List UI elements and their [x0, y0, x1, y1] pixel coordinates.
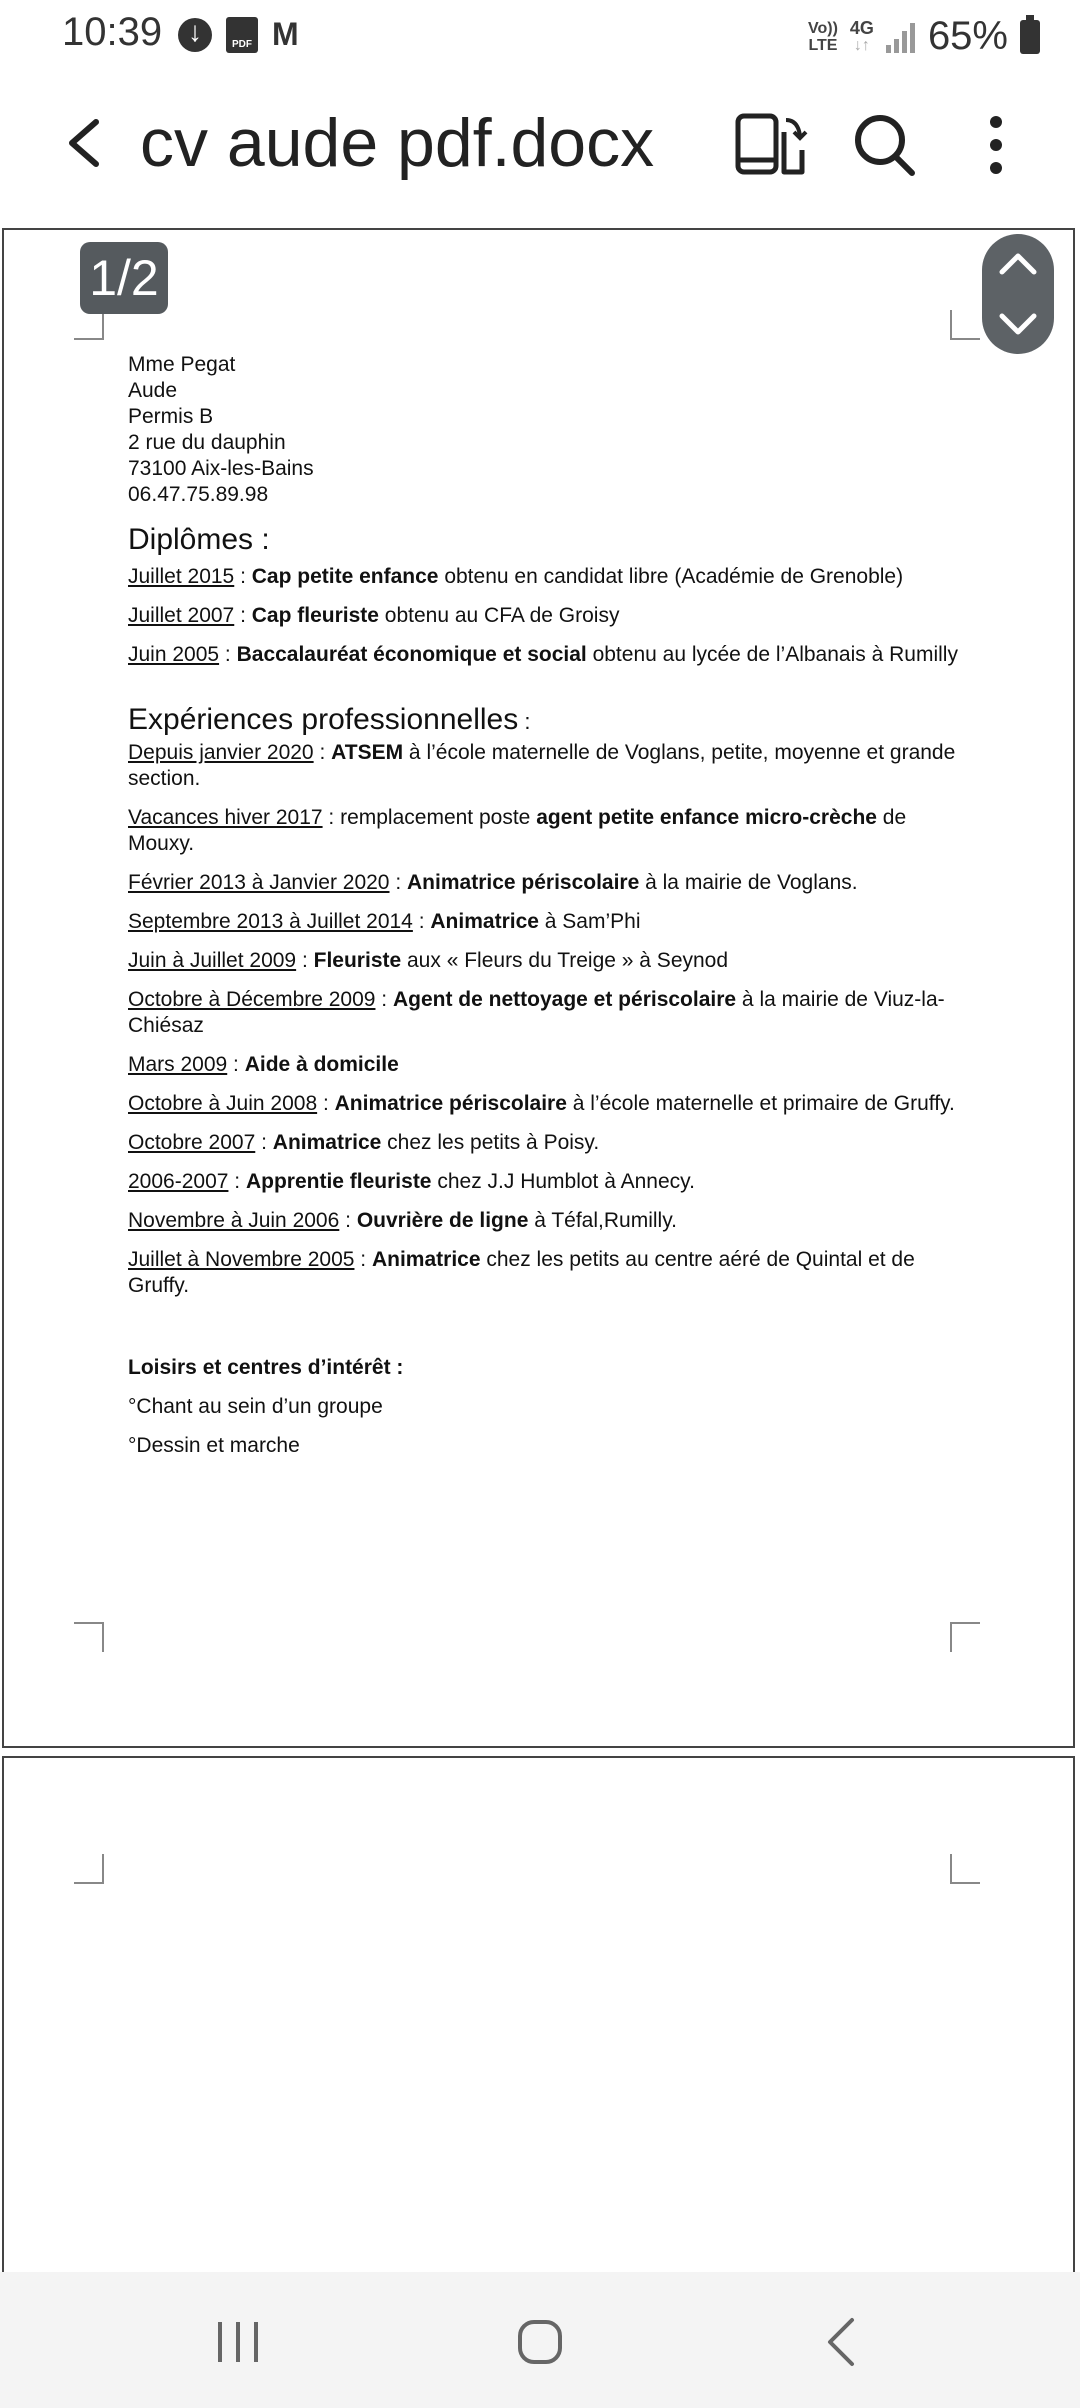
contact-block: [128, 352, 958, 508]
address-line: 73100 Aix-les-Bains: [128, 457, 314, 480]
address-line: 2 rue du dauphin: [128, 431, 286, 454]
chevron-up-icon[interactable]: [998, 248, 1038, 278]
view-mode-button[interactable]: [732, 110, 808, 180]
crop-mark: [74, 310, 104, 340]
recents-icon: [214, 2320, 262, 2364]
page-indicator: 1/2: [80, 242, 168, 314]
back-icon: [822, 2316, 862, 2368]
hobby-item: °Dessin et marche: [128, 1434, 300, 1457]
experience-entry: Mars 2009 : Aide à domicile: [128, 1053, 399, 1076]
document-title: cv aude pdf.docx: [140, 105, 655, 181]
gmail-icon: M: [272, 16, 299, 52]
more-options-button[interactable]: [976, 110, 1016, 180]
battery-icon: [1020, 20, 1040, 54]
more-vertical-icon: [976, 110, 1016, 180]
crop-mark: [950, 310, 980, 340]
diplomas-heading: Diplômes :: [128, 523, 270, 556]
search-button[interactable]: [852, 110, 918, 180]
signal-icon: [886, 21, 916, 53]
experience-entry: Juin à Juillet 2009 : Fleuriste aux « Fleurs du Treige » à Seynod: [128, 949, 729, 972]
experience-entry: Octobre à Juin 2008 : Animatrice périscolaire à l’école maternelle et primaire de Gruffy.: [128, 1092, 955, 1115]
app-bar: [0, 72, 1080, 222]
experience-entry: Octobre à Décembre 2009 : Agent de nettoyage et périscolaire à la mairie de Viuz-la-Chiésaz: [128, 988, 945, 1037]
notification-icons: [178, 16, 299, 53]
mobile-view-icon: [732, 110, 808, 180]
system-back-button[interactable]: [822, 2316, 862, 2368]
hobby-item: °Chant au sein d’un groupe: [128, 1395, 383, 1418]
network-type-icon: 4G ↓↑: [849, 17, 874, 54]
experience-entry: Depuis janvier 2020 : ATSEM à l’école maternelle de Voglans, petite, moyenne et grande section.: [128, 741, 956, 790]
hobbies-heading: Loisirs et centres d’intérêt :: [128, 1356, 404, 1379]
experience-entry: Novembre à Juin 2006 : Ouvrière de ligne à Téfal,Rumilly.: [128, 1209, 677, 1232]
experience-entry: Septembre 2013 à Juillet 2014 : Animatrice à Sam’Phi: [128, 910, 641, 933]
system-icons: [808, 14, 1040, 59]
experience-entry: Octobre 2007 : Animatrice chez les petits à Poisy.: [128, 1131, 600, 1154]
arrow-left-icon: [56, 108, 116, 178]
address-line: Mme Pegat: [128, 353, 236, 376]
status-bar: [0, 0, 1080, 72]
experience-heading: Expériences professionnelles :: [128, 703, 531, 736]
crop-mark: [950, 1622, 980, 1652]
experience-entry: 2006-2007 : Apprentie fleuriste chez J.J Humblot à Annecy.: [128, 1170, 695, 1193]
crop-mark: [950, 1854, 980, 1884]
diploma-entry: Juillet 2007 : Cap fleuriste obtenu au CFA de Groisy: [128, 604, 620, 627]
download-icon: [178, 18, 212, 52]
experience-entry: Vacances hiver 2017 : remplacement poste agent petite enfance micro-crèche de Mouxy.: [128, 806, 907, 855]
diploma-entry: Juillet 2015 : Cap petite enfance obtenu en candidat libre (Académie de Grenoble): [128, 565, 904, 588]
home-button[interactable]: [516, 2318, 564, 2366]
system-nav-bar: [0, 2272, 1080, 2408]
search-icon: [852, 110, 918, 180]
crop-mark: [74, 1622, 104, 1652]
volte-icon: Vo)) LTE: [808, 19, 838, 54]
document-content: [128, 352, 958, 1459]
chevron-down-icon[interactable]: [998, 310, 1038, 340]
address-line: 06.47.75.89.98: [128, 483, 269, 506]
experience-entry: Février 2013 à Janvier 2020 : Animatrice périscolaire à la mairie de Voglans.: [128, 871, 858, 894]
crop-mark: [74, 1854, 104, 1884]
status-time: 10:39: [62, 10, 163, 54]
experience-entry: Juillet à Novembre 2005 : Animatrice chez les petits au centre aéré de Quintal et de Gruffy.: [128, 1248, 915, 1297]
page-scroll-control[interactable]: [982, 234, 1054, 354]
home-icon: [516, 2318, 564, 2366]
diploma-entry: Juin 2005 : Baccalauréat économique et social obtenu au lycée de l’Albanais à Rumilly: [128, 643, 958, 666]
back-button[interactable]: [56, 108, 116, 178]
address-line: Permis B: [128, 405, 214, 428]
document-page-2: [2, 1756, 1075, 2272]
recents-button[interactable]: [214, 2320, 262, 2364]
address-line: Aude: [128, 379, 178, 402]
pdf-icon: PDF: [226, 17, 258, 53]
battery-percent: 65%: [927, 14, 1008, 58]
